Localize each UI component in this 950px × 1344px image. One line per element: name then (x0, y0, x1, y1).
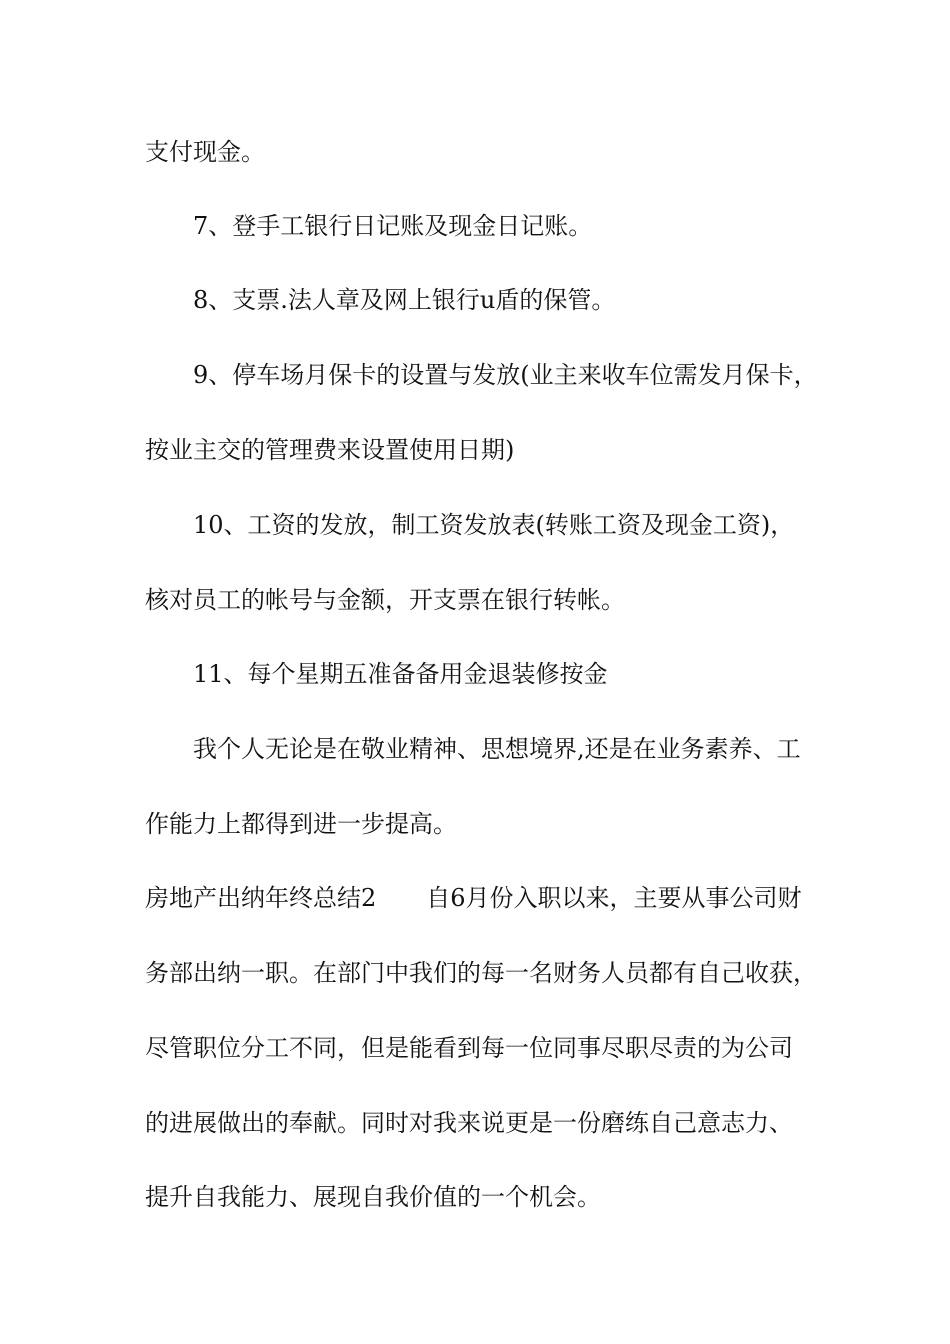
text-line-run: 自6月份入职以来，主要从事公司财 (426, 884, 802, 912)
text-line: 9、停车场月保卡的设置与发放(业主来收车位需发月保卡， (193, 361, 818, 389)
section-heading: 房地产出纳年终总结2 (145, 884, 377, 912)
text-line: 提升自我能力、展现自我价值的一个机会。 (145, 1183, 601, 1211)
text-line: 核对员工的帐号与金额，开支票在银行转帐。 (145, 586, 625, 614)
text-line: 10、工资的发放，制工资发放表(转账工资及现金工资)， (193, 511, 795, 539)
text-line: 务部出纳一职。在部门中我们的每一名财务人员都有自己收获， (145, 959, 817, 987)
text-line: 尽管职位分工不同，但是能看到每一位同事尽职尽责的为公司 (145, 1034, 793, 1062)
text-line: 我个人无论是在敬业精神、思想境界,还是在业务素养、工 (193, 735, 801, 763)
text-line: 作能力上都得到进一步提高。 (145, 810, 457, 838)
text-line: 的进展做出的奉献。同时对我来说更是一份磨练自己意志力、 (145, 1109, 793, 1137)
text-line: 11、每个星期五准备备用金退装修按金 (193, 660, 608, 688)
text-line: 按业主交的管理费来设置使用日期) (145, 436, 515, 464)
text-line: 8、支票.法人章及网上银行u盾的保管。 (193, 286, 616, 314)
text-line: 支付现金。 (145, 138, 265, 166)
text-line: 7、登手工银行日记账及现金日记账。 (193, 212, 593, 240)
section-heading-line (0, 883, 950, 913)
